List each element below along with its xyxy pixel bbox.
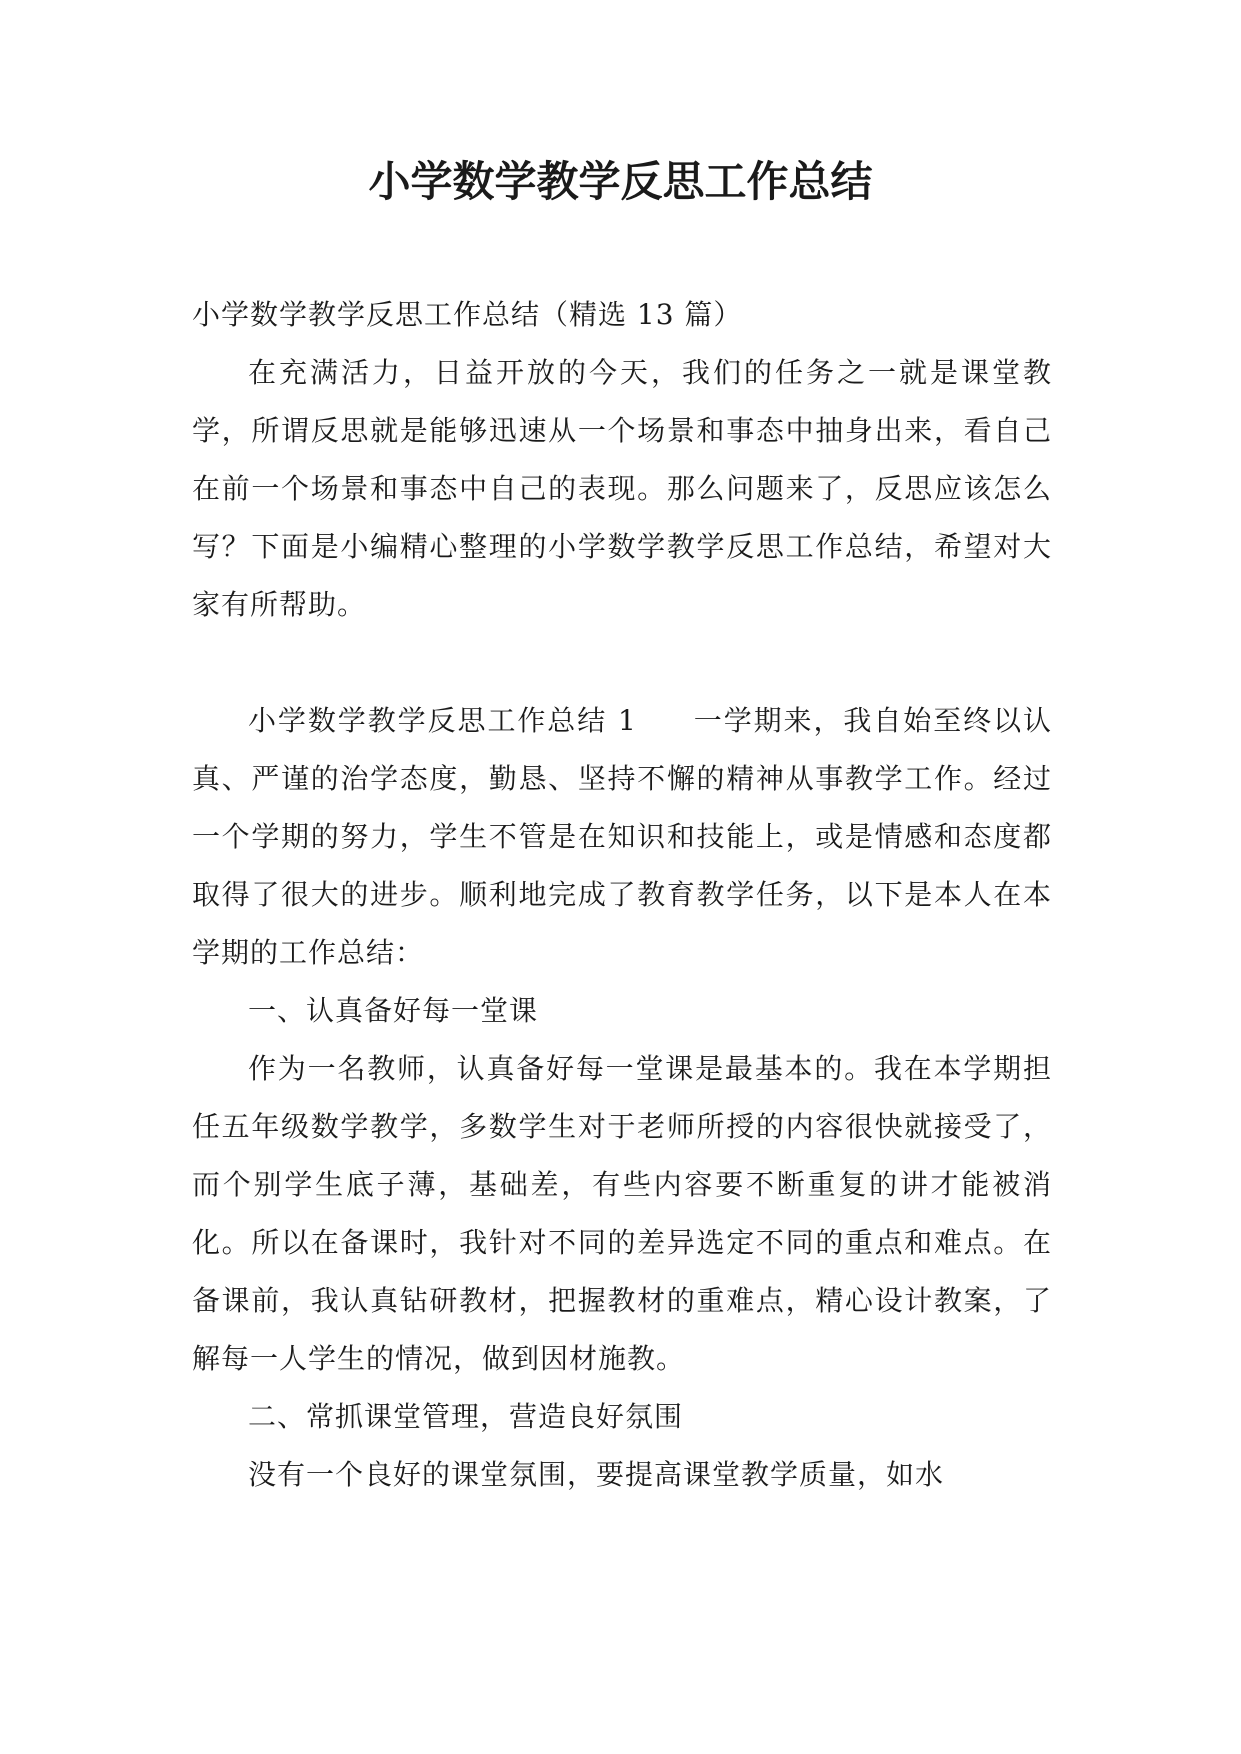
document-title: 小学数学教学反思工作总结 [368,157,873,206]
point-2-paragraph: 没有一个良好的课堂氛围，要提高课堂教学质量，如水 [248,1458,945,1491]
document-body [192,286,1052,1504]
intro-paragraph: 在充满活力，日益开放的今天，我们的任务之一就是课堂教学，所谓反思就是能够迅速从一个场景和事态中抽身出来，看自己在前一个场景和事态中自己的表现。那么问题来了，反思应该怎么写？下面是小编精心整理的小学数学教学反思工作总结，希望对大家有所帮助。 [192,356,1052,621]
section-1-text: 一学期来，我自始至终以认真、严谨的治学态度，勤恳、坚持不懈的精神从事教学工作。经过一个学期的努力，学生不管是在知识和技能上，或是情感和态度都取得了很大的进步。顺利地完成了教育教学任务，以下是本人在本学期的工作总结： [192,704,1052,969]
point-2-title: 二、常抓课堂管理，营造良好氛围 [248,1400,684,1433]
section-1-heading: 小学数学教学反思工作总结 1 [248,704,637,737]
point-1-paragraph: 作为一名教师，认真备好每一堂课是最基本的。我在本学期担任五年级数学教学，多数学生对于老师所授的内容很快就接受了，而个别学生底子薄，基础差，有些内容要不断重复的讲才能被消化。所以在备课时，我针对不同的差异选定不同的重点和难点。在备课前，我认真钻研教材，把握教材的重难点，精心设计教案，了解每一人学生的情况，做到因材施教。 [192,1052,1052,1375]
point-1-title: 一、认真备好每一堂课 [248,994,539,1027]
document-subtitle: 小学数学教学反思工作总结（精选 13 篇） [192,298,743,331]
paragraph-gap [192,634,1052,692]
section-1-paragraph [192,692,1052,982]
